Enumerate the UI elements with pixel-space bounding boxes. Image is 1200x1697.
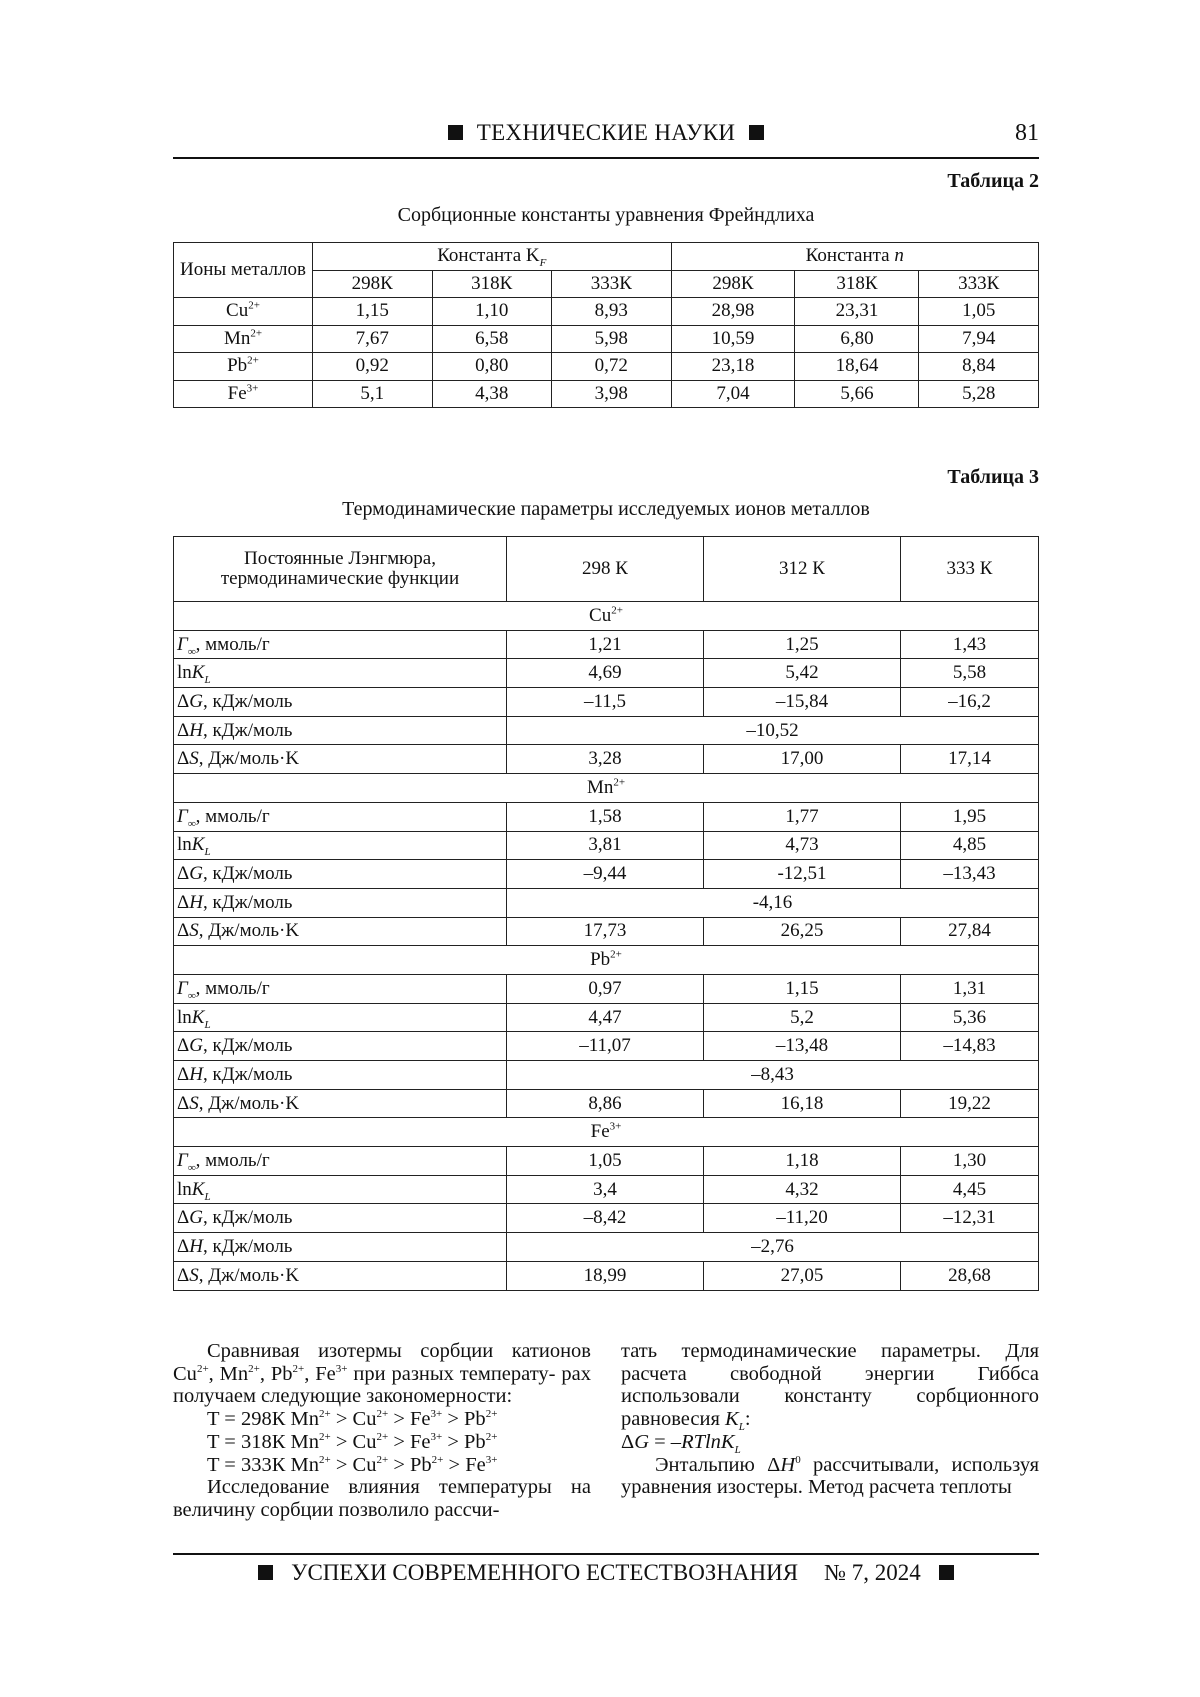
value-cell: 1,05 bbox=[507, 1147, 704, 1176]
ion-cell: $Cu^{2+}$ bbox=[174, 298, 313, 326]
value-cell: 5,36 bbox=[901, 1003, 1039, 1032]
param-label: $Г_\infty$, ммоль/г bbox=[174, 1147, 507, 1176]
ion-cell: $Mn^{2+}$ bbox=[174, 325, 313, 353]
value-cell: 1,15 bbox=[313, 298, 433, 326]
value-cell: 8,93 bbox=[552, 298, 672, 326]
table-row bbox=[174, 659, 1039, 688]
ion-group-row bbox=[174, 1118, 1039, 1147]
value-cell: 23,18 bbox=[671, 353, 795, 381]
value-cell: 1,25 bbox=[704, 630, 901, 659]
value-cell: –11,07 bbox=[507, 1032, 704, 1061]
table-row bbox=[174, 1233, 1039, 1262]
table3-temp: 312 К bbox=[704, 537, 901, 602]
table-row bbox=[174, 917, 1039, 946]
value-cell: –9,44 bbox=[507, 860, 704, 889]
series-333: T = 333К $Mn^{2+} > Cu^{2+} > Pb^{2+} > Fe^{3+}$ bbox=[207, 1453, 498, 1476]
value-cell: –13,43 bbox=[901, 860, 1039, 889]
value-cell: 27,05 bbox=[704, 1261, 901, 1290]
table2-temp: 298К bbox=[313, 270, 433, 298]
value-cell: 16,18 bbox=[704, 1089, 901, 1118]
value-cell: 1,77 bbox=[704, 802, 901, 831]
paragraph: Энтальпию $\Delta H^0$ рассчитывали, используя уравнения изостеры. Метод расчета теплоты bbox=[621, 1453, 1039, 1499]
value-cell: 3,28 bbox=[507, 745, 704, 774]
table-row bbox=[174, 325, 1039, 353]
value-cell: 4,38 bbox=[432, 380, 552, 408]
table-row bbox=[174, 630, 1039, 659]
table-row bbox=[174, 1003, 1039, 1032]
table-row bbox=[174, 1089, 1039, 1118]
value-cell: 7,94 bbox=[919, 325, 1039, 353]
param-label: ΔH, кДж/моль bbox=[174, 888, 507, 917]
paragraph: Сравнивая изотермы сорбции катионов $Cu^{2+}$, $Mn^{2+}$, $Pb^{2+}$, $Fe^{3+}$ при разных температу- рах получаем следующие закономерности: bbox=[173, 1340, 591, 1408]
value-cell: 4,85 bbox=[901, 831, 1039, 860]
param-label: ΔG, кДж/моль bbox=[174, 1032, 507, 1061]
table-row bbox=[174, 298, 1039, 326]
value-cell: 8,86 bbox=[507, 1089, 704, 1118]
table2-temp: 333К bbox=[919, 270, 1039, 298]
table2-title: Сорбционные константы уравнения Фрейндлиха bbox=[397, 204, 815, 226]
value-cell: 1,18 bbox=[704, 1147, 901, 1176]
table3-temp: 298 К bbox=[507, 537, 704, 602]
value-cell: 1,10 bbox=[432, 298, 552, 326]
value-cell: 4,45 bbox=[901, 1175, 1039, 1204]
value-cell: 23,31 bbox=[795, 298, 919, 326]
square-bullet-icon bbox=[939, 1565, 954, 1580]
value-cell: 18,64 bbox=[795, 353, 919, 381]
value-cell: 17,00 bbox=[704, 745, 901, 774]
value-cell: 5,28 bbox=[919, 380, 1039, 408]
value-cell: 26,25 bbox=[704, 917, 901, 946]
footer-rule bbox=[173, 1553, 1039, 1555]
table2-label: Таблица 2 bbox=[947, 170, 1039, 192]
param-label: ΔG, кДж/моль bbox=[174, 688, 507, 717]
value-cell: 19,22 bbox=[901, 1089, 1039, 1118]
table-row bbox=[174, 1032, 1039, 1061]
thermodynamic-table bbox=[173, 536, 1039, 1291]
param-label: $Г_\infty$, ммоль/г bbox=[174, 802, 507, 831]
param-label: ΔS, Дж/моль·K bbox=[174, 1261, 507, 1290]
table3-label: Таблица 3 bbox=[947, 466, 1039, 488]
header-rule bbox=[173, 157, 1039, 159]
table-row bbox=[174, 974, 1039, 1003]
value-cell: 1,05 bbox=[919, 298, 1039, 326]
ion-group-header: $Fe^{3+}$ bbox=[174, 1118, 1039, 1147]
table-row bbox=[174, 1204, 1039, 1233]
table3-title: Термодинамические параметры исследуемых ионов металлов bbox=[342, 498, 870, 520]
table-row bbox=[174, 831, 1039, 860]
series-298: T = 298К $Mn^{2+} > Cu^{2+} > Fe^{3+} > Pb^{2+}$ bbox=[207, 1408, 498, 1431]
value-cell: 27,84 bbox=[901, 917, 1039, 946]
ion-group-header: $Pb^{2+}$ bbox=[174, 946, 1039, 975]
table-row bbox=[174, 745, 1039, 774]
param-label: lnK$_L$ bbox=[174, 659, 507, 688]
value-cell: 3,4 bbox=[507, 1175, 704, 1204]
ion-cell: $Fe^{3+}$ bbox=[174, 380, 313, 408]
text-column-right bbox=[621, 1340, 1039, 1499]
value-cell: 4,47 bbox=[507, 1003, 704, 1032]
value-cell: 1,31 bbox=[901, 974, 1039, 1003]
table-row bbox=[174, 888, 1039, 917]
value-cell: 7,04 bbox=[671, 380, 795, 408]
ion-group-row bbox=[174, 602, 1039, 631]
value-cell: –12,31 bbox=[901, 1204, 1039, 1233]
value-cell: 4,32 bbox=[704, 1175, 901, 1204]
table-row bbox=[174, 860, 1039, 889]
value-cell: –8,43 bbox=[507, 1061, 1039, 1090]
ion-group-header: $Mn^{2+}$ bbox=[174, 774, 1039, 803]
table2-temp: 318К bbox=[432, 270, 552, 298]
param-label: ΔS, Дж/моль·K bbox=[174, 745, 507, 774]
table2-row-header: Ионы металлов bbox=[174, 243, 313, 298]
value-cell: 4,69 bbox=[507, 659, 704, 688]
value-cell: 0,92 bbox=[313, 353, 433, 381]
table-row bbox=[174, 802, 1039, 831]
value-cell: 8,84 bbox=[919, 353, 1039, 381]
section-title: ТЕХНИЧЕСКИЕ НАУКИ bbox=[476, 120, 736, 145]
param-label: ΔG, кДж/моль bbox=[174, 1204, 507, 1233]
value-cell: 5,66 bbox=[795, 380, 919, 408]
param-label: ΔS, Дж/моль·K bbox=[174, 1089, 507, 1118]
table-row bbox=[174, 716, 1039, 745]
value-cell: 5,1 bbox=[313, 380, 433, 408]
value-cell: 0,80 bbox=[432, 353, 552, 381]
table3-temp: 333 К bbox=[901, 537, 1039, 602]
value-cell: 28,68 bbox=[901, 1261, 1039, 1290]
param-label: ΔH, кДж/моль bbox=[174, 1061, 507, 1090]
table-row bbox=[174, 1261, 1039, 1290]
paragraph: Исследование влияния температуры на величину сорбции позволило рассчи- bbox=[173, 1476, 591, 1521]
paragraph: тать термодинамические параметры. Для расчета свободной энергии Гиббса использовали константу сорбционного равновесия $K_L$: bbox=[621, 1340, 1039, 1434]
table-row bbox=[174, 353, 1039, 381]
ion-group-row bbox=[174, 946, 1039, 975]
value-cell: 17,73 bbox=[507, 917, 704, 946]
value-cell: –11,20 bbox=[704, 1204, 901, 1233]
value-cell: 3,81 bbox=[507, 831, 704, 860]
table-row bbox=[174, 380, 1039, 408]
value-cell: 3,98 bbox=[552, 380, 672, 408]
table-row bbox=[174, 1061, 1039, 1090]
ion-group-row bbox=[174, 774, 1039, 803]
param-label: ΔH, кДж/моль bbox=[174, 716, 507, 745]
running-footer bbox=[173, 1560, 1039, 1586]
value-cell: 1,30 bbox=[901, 1147, 1039, 1176]
value-cell: 4,73 bbox=[704, 831, 901, 860]
journal-name: УСПЕХИ СОВРЕМЕННОГО ЕСТЕСТВОЗНАНИЯ bbox=[291, 1560, 799, 1585]
value-cell: 0,72 bbox=[552, 353, 672, 381]
param-label: lnK$_L$ bbox=[174, 1003, 507, 1032]
value-cell: -12,51 bbox=[704, 860, 901, 889]
table2-group-n: Константа n bbox=[671, 243, 1038, 271]
value-cell: 5,98 bbox=[552, 325, 672, 353]
freundlich-table bbox=[173, 242, 1039, 408]
param-label: ΔH, кДж/моль bbox=[174, 1233, 507, 1262]
series-318: T = 318К $Mn^{2+} > Cu^{2+} > Fe^{3+} > Pb^{2+}$ bbox=[207, 1430, 498, 1453]
ion-cell: $Pb^{2+}$ bbox=[174, 353, 313, 381]
value-cell: 5,58 bbox=[901, 659, 1039, 688]
value-cell: 1,58 bbox=[507, 802, 704, 831]
value-cell: –16,2 bbox=[901, 688, 1039, 717]
param-label: ΔG, кДж/моль bbox=[174, 860, 507, 889]
param-label: ΔS, Дж/моль·K bbox=[174, 917, 507, 946]
square-bullet-icon bbox=[258, 1565, 273, 1580]
value-cell: 1,43 bbox=[901, 630, 1039, 659]
gibbs-formula: ΔG = –RTlnK$_L$ bbox=[621, 1430, 741, 1456]
value-cell: 1,15 bbox=[704, 974, 901, 1003]
value-cell: –2,76 bbox=[507, 1233, 1039, 1262]
param-label: $Г_\infty$, ммоль/г bbox=[174, 630, 507, 659]
value-cell: –14,83 bbox=[901, 1032, 1039, 1061]
value-cell: 7,67 bbox=[313, 325, 433, 353]
value-cell: 17,14 bbox=[901, 745, 1039, 774]
square-bullet-icon bbox=[448, 125, 463, 140]
value-cell: –10,52 bbox=[507, 716, 1039, 745]
table-row bbox=[174, 688, 1039, 717]
value-cell: 18,99 bbox=[507, 1261, 704, 1290]
value-cell: 1,95 bbox=[901, 802, 1039, 831]
value-cell: 0,97 bbox=[507, 974, 704, 1003]
value-cell: 28,98 bbox=[671, 298, 795, 326]
value-cell: 6,80 bbox=[795, 325, 919, 353]
table2-temp: 333К bbox=[552, 270, 672, 298]
value-cell: 5,2 bbox=[704, 1003, 901, 1032]
running-header bbox=[173, 118, 1039, 152]
square-bullet-icon bbox=[749, 125, 764, 140]
value-cell: –8,42 bbox=[507, 1204, 704, 1233]
table2-group-kf: Константа $K_F$ bbox=[313, 243, 672, 271]
param-label: $Г_\infty$, ммоль/г bbox=[174, 974, 507, 1003]
table3-row-header: Постоянные Лэнгмюра, термодинамические функции bbox=[174, 537, 507, 602]
param-label: lnK$_L$ bbox=[174, 1175, 507, 1204]
table2-temp: 318К bbox=[795, 270, 919, 298]
value-cell: 10,59 bbox=[671, 325, 795, 353]
value-cell: –11,5 bbox=[507, 688, 704, 717]
value-cell: –15,84 bbox=[704, 688, 901, 717]
table2-temp: 298К bbox=[671, 270, 795, 298]
param-label: lnK$_L$ bbox=[174, 831, 507, 860]
value-cell: 6,58 bbox=[432, 325, 552, 353]
text-column-left bbox=[173, 1340, 591, 1522]
ion-group-header: $Cu^{2+}$ bbox=[174, 602, 1039, 631]
value-cell: -4,16 bbox=[507, 888, 1039, 917]
page-number: 81 bbox=[1015, 120, 1039, 146]
value-cell: 5,42 bbox=[704, 659, 901, 688]
issue-number: № 7, 2024 bbox=[824, 1560, 921, 1585]
value-cell: –13,48 bbox=[704, 1032, 901, 1061]
value-cell: 1,21 bbox=[507, 630, 704, 659]
table-row bbox=[174, 1147, 1039, 1176]
table-row bbox=[174, 1175, 1039, 1204]
